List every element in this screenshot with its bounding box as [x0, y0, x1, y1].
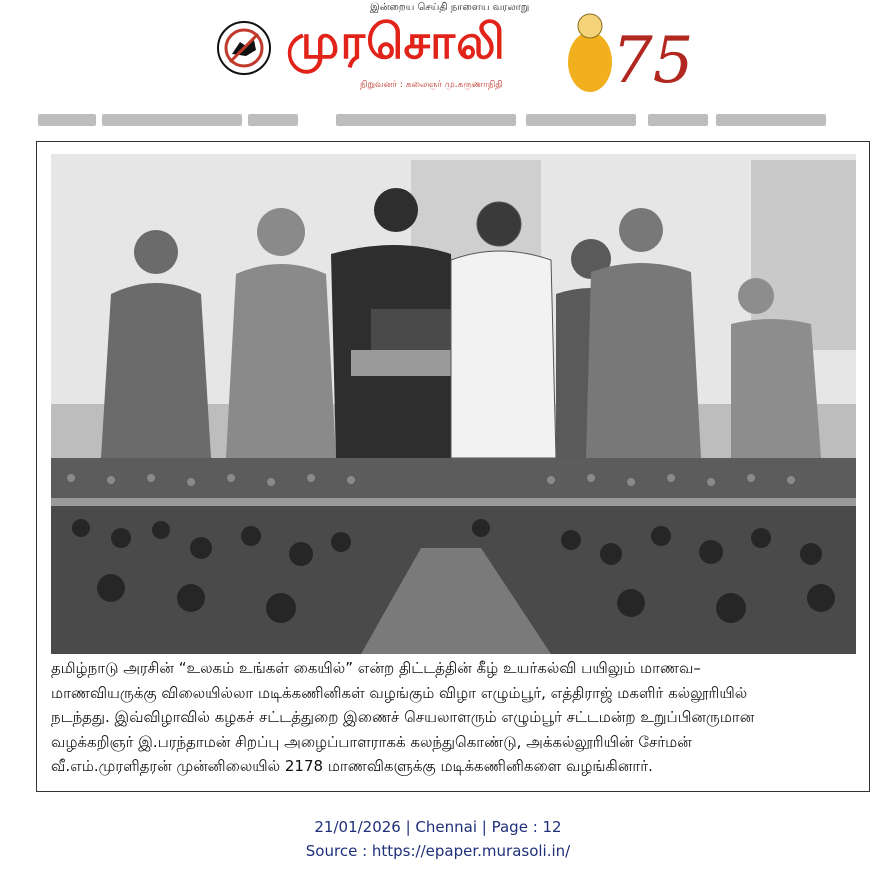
- 75-anniversary-logo: [560, 4, 694, 100]
- newspaper-title: முரசொலி: [286, 14, 506, 70]
- cut-off-headline-strip: [36, 108, 836, 132]
- laptop-presentation-photo: [51, 154, 856, 458]
- source-line: [0, 842, 876, 860]
- caption-line: வீ.எம்.முரளிதரன் முன்னிலையில் 2178 மாணவிகளுக்கு மடிக்கணினிகளை வழங்கினார்.: [51, 757, 653, 775]
- source-label: Source :: [305, 842, 372, 860]
- news-clipping: [36, 141, 870, 792]
- publication-date-line: 21/01/2026 | Chennai | Page : 12: [314, 818, 562, 836]
- caption-line: நடந்தது. இவ்விழாவில் கழகச் சட்டத்துறை இணைச் செயலாளரும் எழும்பூர் சட்டமன்ற உறுப்பினருமான: [51, 708, 755, 726]
- party-emblem-logo: [216, 20, 272, 76]
- anniversary-number: 75: [612, 24, 694, 98]
- masthead-tagline: இன்றைய செய்தி நாளைய வரலாறு: [370, 2, 530, 13]
- masthead-founder-line: நிறுவனர் : கலைஞர் மு.கருணாநிதி: [360, 80, 503, 90]
- caption-line: தமிழ்நாடு அரசின் “உலகம் உங்கள் கையில்” என்ற திட்டத்தின் கீழ் உயர்கல்வி பயிலும் மாணவ–: [51, 659, 701, 677]
- audience-crowd-photo: [51, 458, 856, 654]
- caption-line: மாணவியருக்கு விலையில்லா மடிக்கணினிகள் வழங்கும் விழா எழும்பூர், எத்திராஜ் மகளிர் கல்லூரியில்: [51, 683, 748, 702]
- source-url-link[interactable]: https://epaper.murasoli.in/: [371, 842, 571, 860]
- photo-caption-text: [51, 656, 856, 779]
- newspaper-masthead: [210, 0, 694, 100]
- caption-line: வழக்கறிஞர் இ.பரந்தாமன் சிறப்பு அழைப்பாளராகக் கலந்துகொண்டு, அக்கல்லூரியின் சேர்மன்: [51, 732, 692, 751]
